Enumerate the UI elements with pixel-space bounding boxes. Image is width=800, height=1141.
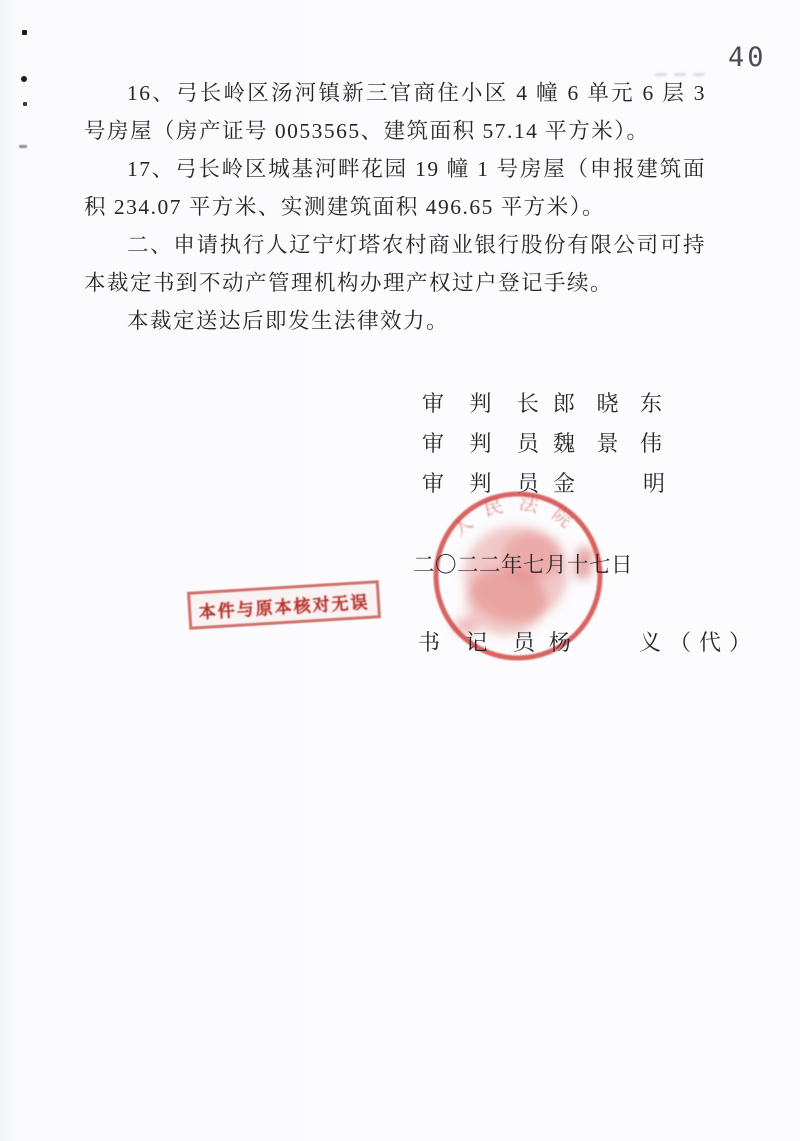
paragraph-item-16: 16、弓长岭区汤河镇新三官商住小区 4 幢 6 单元 6 层 3 号房屋（房产证号 0053565、建筑面积 57.14 平方米）。 (84, 81, 706, 143)
document-body (84, 74, 706, 340)
page-number: 40 (728, 42, 767, 73)
signature-line-presiding-judge (422, 384, 673, 424)
scan-artifact-dot (23, 102, 27, 106)
smudge-marks (655, 63, 719, 71)
seal-arc-text: 人民法院 (449, 492, 587, 541)
judge-role-label: 审 判 员 (422, 471, 550, 496)
paragraph-legal-effect: 本裁定送达后即发生法律效力。 (127, 309, 450, 333)
paragraph-order-2: 二、申请执行人辽宁灯塔农村商业银行股份有限公司可持本裁定书到不动产管理机构办理产权过户登记手续。 (84, 233, 706, 295)
judge-name: 金 明 (553, 471, 674, 496)
scan-artifact-dot (19, 145, 27, 148)
scan-artifact-dot (21, 76, 27, 82)
seal-smudge (454, 526, 594, 635)
clerk-role-label: 书 记 员 (418, 630, 546, 655)
clerk-name: 杨 义（代） (549, 630, 760, 655)
judge-role-label: 审 判 长 (422, 391, 550, 416)
judge-role-label: 审 判 员 (422, 431, 550, 456)
scan-artifact-dot (22, 30, 27, 35)
ruling-date: 二〇二二年七月十七日 (413, 553, 634, 577)
paragraph-item-17: 17、弓长岭区城基河畔花园 19 幢 1 号房屋（申报建筑面积 234.07 平方米、实测建筑面积 496.65 平方米）。 (84, 157, 706, 219)
judge-name: 郎 晓 东 (553, 391, 671, 416)
clerk-line (418, 626, 759, 657)
verification-stamp: 本件与原本核对无误 (187, 580, 381, 630)
signature-line-judge-1 (422, 424, 673, 464)
judge-name: 魏 景 伟 (553, 431, 671, 456)
